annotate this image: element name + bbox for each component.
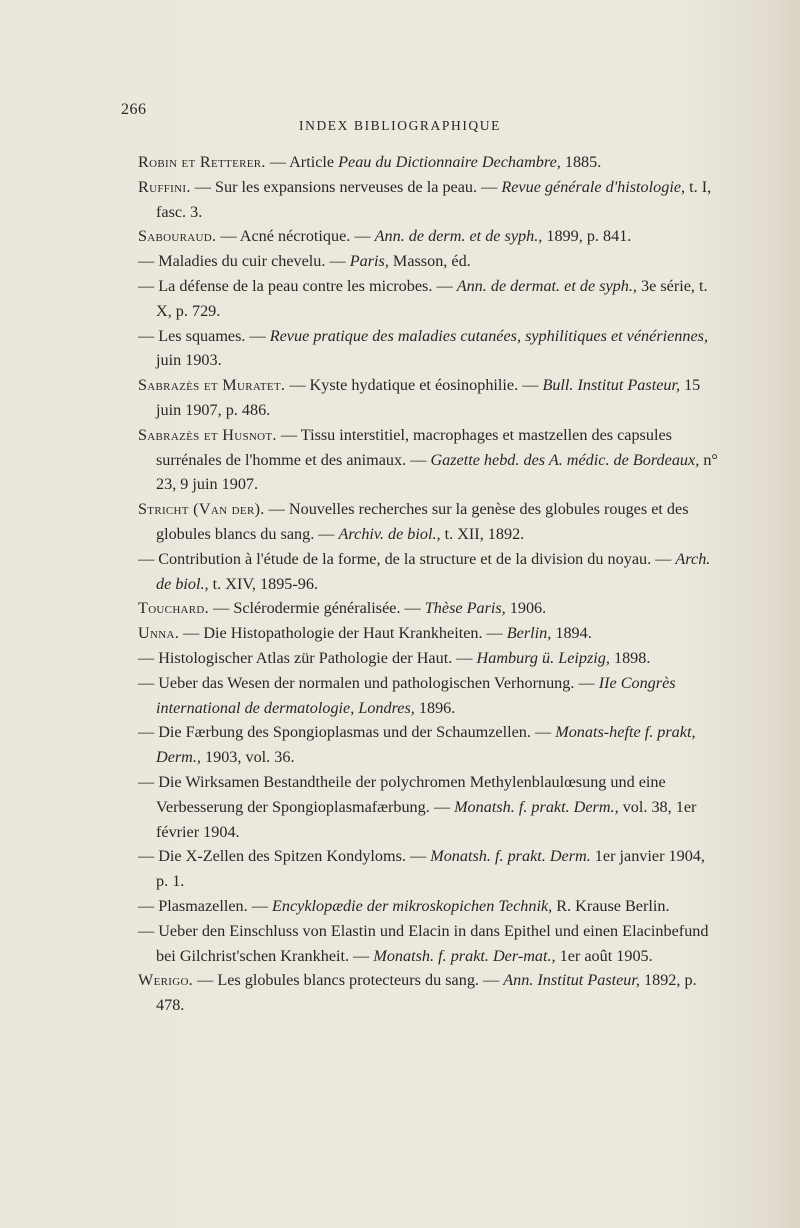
- bibliography-entry: [138, 894, 718, 919]
- bibliography-entry: [138, 423, 718, 497]
- entry-author: Sabouraud.: [138, 227, 217, 246]
- entry-details: 1er janvier 1904, p. 1.: [156, 847, 705, 891]
- entry-author: Touchard.: [138, 599, 210, 618]
- entry-title: — Die Histopathologie der Haut Krankheiten. —: [179, 624, 507, 643]
- entry-publication: Hamburg ü. Leipzig,: [476, 648, 610, 667]
- bibliography-entry: [138, 621, 718, 646]
- bibliography-entry: [138, 919, 718, 969]
- page-number: 266: [121, 101, 147, 118]
- bibliography-entry: [138, 497, 718, 547]
- entry-author: Ruffini.: [138, 177, 191, 196]
- entry-details: 1899, p. 841.: [542, 227, 632, 246]
- entry-title: — Tissu interstitiel, macrophages et mastzellen des capsules surrénales de l'homme et des animaux. —: [156, 425, 672, 469]
- entry-details: 1903, vol. 36.: [200, 748, 295, 767]
- entry-publication: Monatsh. f. prakt. Derm.,: [454, 797, 619, 816]
- entry-publication: Thèse Paris,: [424, 599, 506, 618]
- entry-title: — Die X-Zellen des Spitzen Kondyloms. —: [138, 847, 431, 866]
- entry-details: R. Krause Berlin.: [552, 896, 670, 915]
- bibliography-entry: [138, 175, 718, 225]
- entry-details: 1898.: [609, 648, 651, 667]
- entry-title: — Ueber den Einschluss von Elastin und Elacin in dans Epithel und einen Elacinbefund bei Gilchrist'schen Krankheit. —: [138, 921, 709, 965]
- entry-title: — Sclérodermie généralisée. —: [209, 599, 425, 618]
- bibliography-entry: [138, 249, 718, 274]
- bibliography-list: [138, 150, 718, 1018]
- entry-title: — Nouvelles recherches sur la genèse des globules rouges et des globules blancs du sang. —: [156, 500, 689, 543]
- bibliography-entry: [138, 547, 718, 597]
- entry-title: — Contribution à l'étude de la forme, de la structure et de la division du noyau. —: [138, 549, 676, 568]
- entry-details: juin 1903.: [156, 351, 222, 370]
- running-title: INDEX BIBLIOGRAPHIQUE: [299, 118, 501, 133]
- entry-title: — Ueber das Wesen der normalen und pathologischen Verhornung. —: [138, 673, 599, 692]
- entry-title: — Article: [265, 153, 339, 171]
- bibliography-entry: [138, 720, 718, 770]
- entry-publication: Monats-hefte f. prakt, Derm.,: [156, 723, 696, 767]
- entry-publication: Ann. Institut Pasteur,: [503, 971, 640, 990]
- entry-publication: Ann. de derm. et de syph.,: [374, 227, 543, 246]
- entry-author: Werigo.: [138, 971, 194, 990]
- entry-title: — Les globules blancs protecteurs du sang. —: [193, 971, 504, 990]
- entry-publication: Peau du Dictionnaire Dechambre,: [338, 153, 561, 171]
- entry-title: — Acné nécrotique. —: [216, 227, 375, 246]
- entry-title: — Die Wirksamen Bestandtheile der polychromen Methylenblaulœsung und eine Verbesserung der Spongioplasmafærbung. —: [138, 772, 666, 816]
- entry-author: Stricht (Van der).: [138, 500, 265, 519]
- entry-publication: IIe Congrès international de dermatologie, Londres,: [156, 673, 676, 717]
- entry-publication: Berlin,: [506, 624, 552, 643]
- entry-publication: Revue pratique des maladies cutanées, syphilitiques et vénériennes,: [269, 326, 709, 345]
- bibliography-entry: [138, 150, 718, 175]
- entry-author: Robin et Retterer.: [138, 153, 266, 171]
- entry-details: t. XII, 1892.: [440, 524, 525, 543]
- entry-author: Unna.: [138, 624, 180, 643]
- entry-title: — La défense de la peau contre les microbes. —: [138, 276, 457, 295]
- entry-details: 15 juin 1907, p. 486.: [156, 376, 701, 419]
- entry-publication: Arch. de biol.,: [156, 549, 711, 593]
- entry-details: t. I, fasc. 3.: [156, 177, 712, 221]
- entry-publication: Monatsh. f. prakt. Derm.: [430, 847, 591, 866]
- bibliography-entry: [138, 224, 718, 249]
- entry-title: — Maladies du cuir chevelu. —: [138, 252, 350, 271]
- bibliography-entry: [138, 274, 718, 324]
- entry-publication: Revue générale d'histologie,: [501, 177, 686, 196]
- entry-details: t. XIV, 1895-96.: [208, 574, 319, 593]
- entry-title: — Les squames. —: [138, 326, 270, 345]
- bibliography-entry: [138, 968, 718, 1018]
- entry-title: — Kyste hydatique et éosinophilie. —: [285, 376, 543, 395]
- entry-publication: Bull. Institut Pasteur,: [542, 376, 681, 395]
- bibliography-entry: [138, 770, 718, 844]
- entry-details: Masson, éd.: [388, 252, 471, 271]
- entry-details: 1892, p. 478.: [156, 971, 697, 1015]
- bibliography-entry: [138, 373, 718, 423]
- entry-author: Sabrazès et Muratet.: [138, 376, 286, 395]
- entry-details: 3e série, t. X, p. 729.: [156, 276, 708, 320]
- entry-author: Sabrazès et Husnot.: [138, 425, 277, 444]
- entry-publication: Paris,: [349, 252, 389, 271]
- entry-publication: Encyklopædie der mikroskopichen Technik,: [271, 896, 553, 915]
- bibliography-entry: [138, 646, 718, 671]
- bibliography-entry: [138, 596, 718, 621]
- entry-details: 1885.: [560, 153, 602, 171]
- bibliography-entry: [138, 324, 718, 374]
- entry-publication: Gazette hebd. des A. médic. de Bordeaux,: [430, 450, 700, 469]
- entry-title: — Die Færbung des Spongioplasmas und der Schaumzellen. —: [138, 723, 556, 742]
- bibliography-entry: [138, 844, 718, 894]
- entry-publication: Monatsh. f. prakt. Der-mat.,: [373, 946, 556, 965]
- entry-details: 1896.: [414, 698, 456, 717]
- entry-title: — Histologischer Atlas zür Pathologie der Haut. —: [138, 648, 477, 667]
- entry-details: 1894.: [551, 624, 592, 643]
- entry-title: — Sur les expansions nerveuses de la peau. —: [190, 177, 502, 196]
- entry-details: 1906.: [505, 599, 547, 618]
- entry-publication: Archiv. de biol.,: [338, 524, 441, 543]
- bibliography-entry: [138, 671, 718, 721]
- entry-details: n° 23, 9 juin 1907.: [156, 450, 718, 494]
- entry-details: 1er août 1905.: [555, 946, 653, 965]
- entry-publication: Ann. de dermat. et de syph.,: [456, 276, 637, 295]
- entry-details: vol. 38, 1er février 1904.: [156, 797, 697, 841]
- entry-title: — Plasmazellen. —: [138, 896, 272, 915]
